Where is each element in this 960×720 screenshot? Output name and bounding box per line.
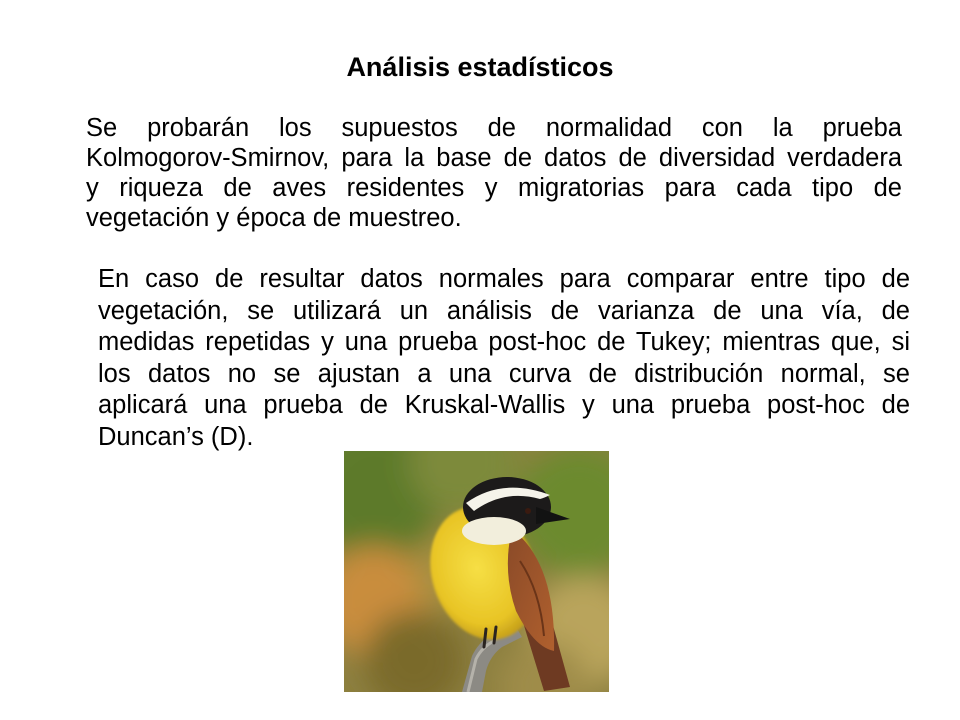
paragraph-analysis-methods (98, 264, 910, 454)
paragraph-line: aplicará una prueba de Kruskal-Wallis y una prueba post-hoc de (98, 391, 910, 420)
paragraph-line: los datos no se ajustan a una curva de distribución normal, se (98, 359, 910, 388)
paragraph-line: vegetación y época de muestreo. (86, 204, 462, 232)
paragraph-line: Kolmogorov-Smirnov, para la base de datos de diversidad verdadera (86, 144, 902, 172)
paragraph-line: medidas repetidas y una prueba post-hoc de Tukey; mientras que, si (98, 328, 910, 357)
paragraph-line: Duncan’s (D). (98, 422, 254, 451)
bird-eye (525, 508, 531, 514)
paragraph-line: y riqueza de aves residentes y migratorias para cada tipo de (86, 174, 902, 202)
bird-photo (344, 451, 609, 692)
paragraph-line: Se probarán los supuestos de normalidad con la prueba (86, 114, 902, 142)
paragraph-line: vegetación, se utilizará un análisis de varianza de una vía, de (98, 296, 910, 325)
slide-title: Análisis estadísticos (346, 52, 614, 82)
bird-throat (462, 517, 526, 545)
paragraph-normality-tests (86, 113, 902, 233)
bird-photo-drawing (344, 451, 609, 692)
paragraph-line: En caso de resultar datos normales para comparar entre tipo de (98, 265, 910, 293)
